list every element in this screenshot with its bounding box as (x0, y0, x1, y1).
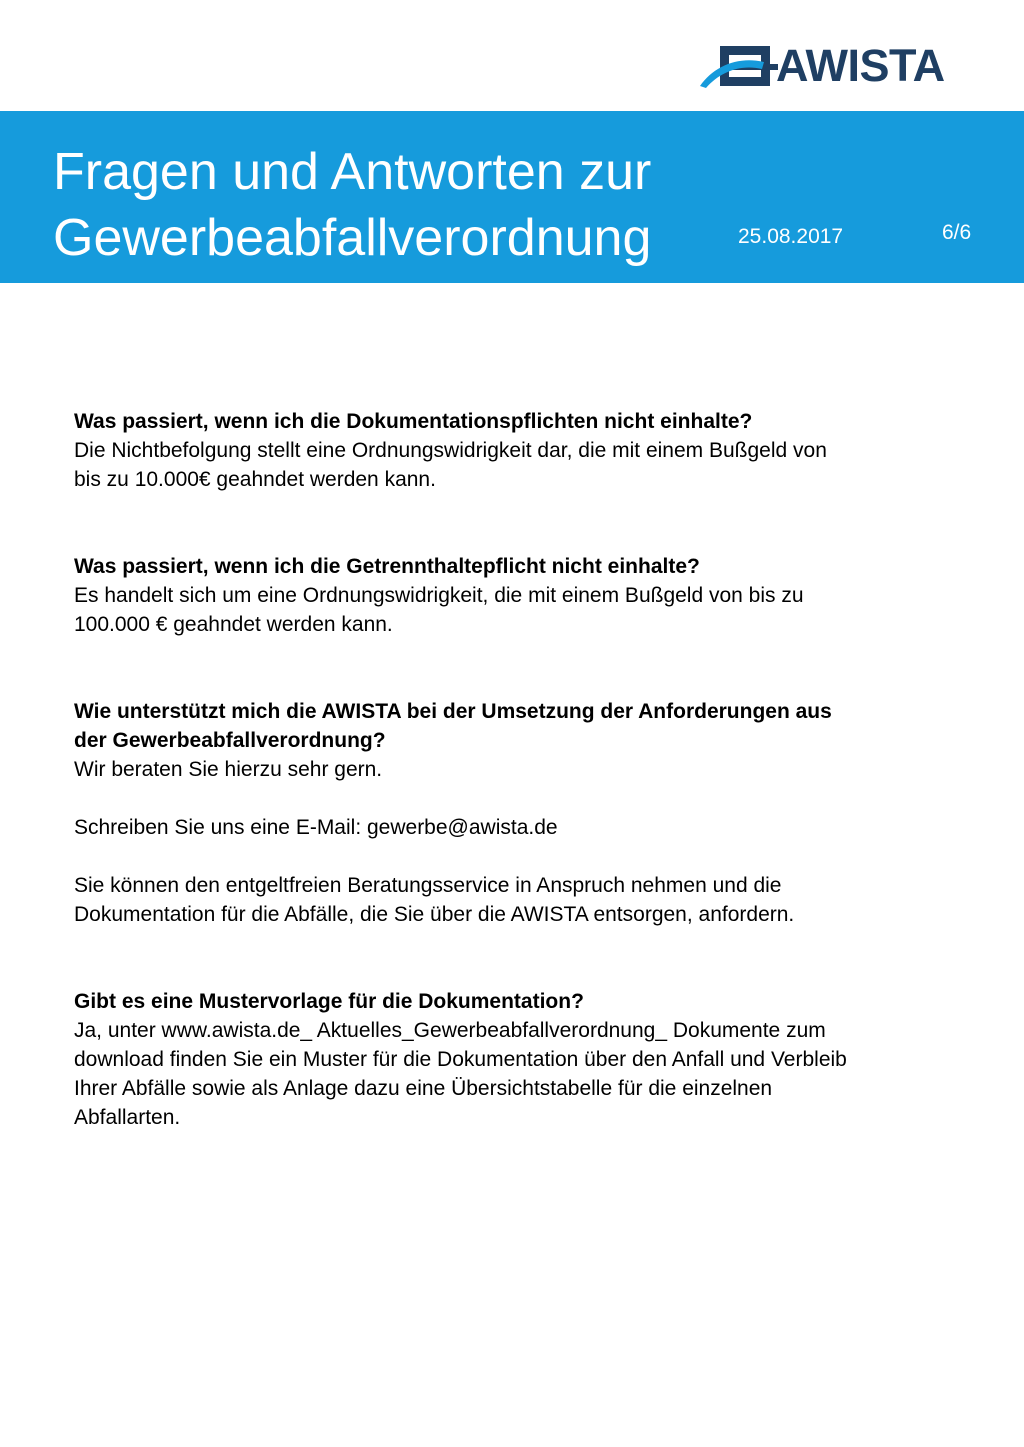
page-title (53, 139, 651, 271)
faq-item-template (74, 987, 974, 1132)
awista-logo-text: AWISTA (776, 40, 945, 91)
faq-question-line: der Gewerbeabfallverordnung? (74, 729, 386, 752)
page-title-line-1: Fragen und Antworten zur (53, 143, 652, 201)
document-date: 25.08.2017 (738, 225, 844, 248)
faq-item-documentation-duties (74, 407, 974, 494)
faq-question-line: Wie unterstützt mich die AWISTA bei der Umsetzung der Anforderungen aus (74, 700, 832, 723)
header-band (0, 111, 1024, 283)
spacer (74, 639, 974, 697)
spacer (74, 784, 974, 813)
faq-answer-line: Sie können den entgeltfreien Beratungsservice in Anspruch nehmen und die (74, 874, 782, 897)
page-title-line-2: Gewerbeabfallverordnung (53, 209, 652, 267)
faq-question: Gibt es eine Mustervorlage für die Dokumentation? (74, 990, 584, 1013)
faq-answer-line: Ja, unter www.awista.de_ Aktuelles_Gewerbeabfallverordnung_ Dokumente zum (74, 1019, 826, 1042)
spacer (74, 842, 974, 871)
awista-logo-icon (698, 40, 778, 92)
faq-answer-line: Es handelt sich um eine Ordnungswidrigkeit, die mit einem Bußgeld von bis zu (74, 584, 804, 607)
faq-question: Was passiert, wenn ich die Dokumentationspflichten nicht einhalte? (74, 410, 753, 433)
awista-logo (698, 40, 968, 92)
faq-answer-line: Abfallarten. (74, 1106, 181, 1129)
faq-question: Was passiert, wenn ich die Getrennthaltepflicht nicht einhalte? (74, 555, 700, 578)
faq-item-separation-duty (74, 552, 974, 639)
page-number: 6/6 (942, 221, 972, 244)
faq-answer-line: Wir beraten Sie hierzu sehr gern. (74, 758, 383, 781)
faq-answer-line: bis zu 10.000€ geahndet werden kann. (74, 468, 436, 491)
faq-answer-email: Schreiben Sie uns eine E-Mail: gewerbe@awista.de (74, 816, 558, 839)
faq-answer-line: Dokumentation für die Abfälle, die Sie über die AWISTA entsorgen, anfordern. (74, 903, 795, 926)
spacer (74, 494, 974, 552)
faq-answer-line: 100.000 € geahndet werden kann. (74, 613, 393, 636)
faq-item-awista-support (74, 697, 974, 929)
spacer (74, 929, 974, 987)
faq-answer-line: Ihrer Abfälle sowie als Anlage dazu eine Übersichtstabelle für die einzelnen (74, 1077, 773, 1100)
faq-content (74, 407, 974, 1132)
faq-answer-line: download finden Sie ein Muster für die Dokumentation über den Anfall und Verbleib (74, 1048, 847, 1071)
faq-answer-line: Die Nichtbefolgung stellt eine Ordnungswidrigkeit dar, die mit einem Bußgeld von (74, 439, 827, 462)
